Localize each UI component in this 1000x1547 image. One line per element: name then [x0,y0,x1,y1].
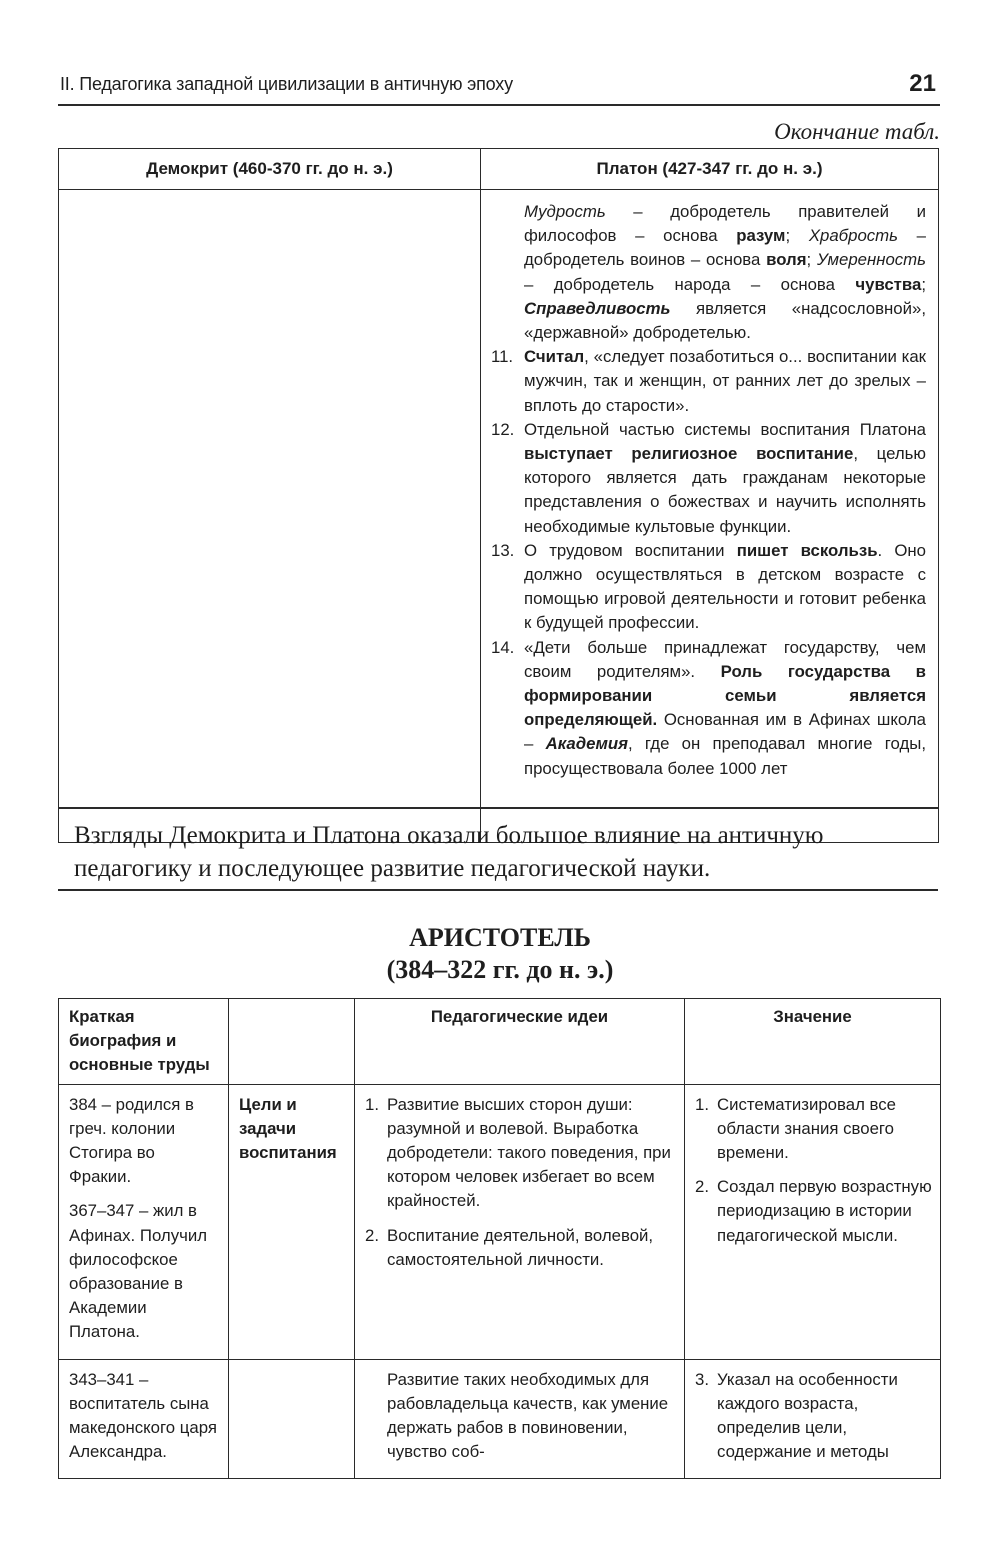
plato-cell [481,190,939,843]
column-header-blank [229,999,355,1085]
table-header-row [59,149,939,190]
list-item: 12. Отдельной частью системы воспитания Платона выступает религиозное воспитание, целью которого является дать гражданам некоторые представления о божествах и научить исполнять необходимые культовые функции. [491,419,926,536]
conclusion-text: Взгляды Демокрита и Платона оказали большое влияние на античную педагогику и последующее развитие педагогической науки. [74,822,824,882]
section-title: II. Педагогика западной цивилизации в античную эпоху [60,74,513,94]
plato-ideas-list [491,345,926,781]
column-header-bio: Краткая биография и основные труды [59,999,229,1085]
running-header [58,70,940,106]
list-item: 3. Указал на особенности каждого возраста, определив цели, содержание и методы [695,1369,898,1462]
list-item: 14. «Дети больше принадлежат государству, чем своим родителям». Роль государства в формировании семьи является определяющей. Основанная им в Афинах школа – Академия, где он преподавал многие годы, просуществовала более 1000 лет [491,637,927,778]
column-header-democritus: Демокрит (460-370 гг. до н. э.) [59,149,481,190]
column-header-ideas: Педагогические идеи [355,999,685,1085]
table-row [59,190,939,843]
bio-entry: 384 – родился в греч. колонии Стогира во Фракии. [69,1094,194,1187]
conclusion-box [58,807,938,891]
democritus-cell [59,190,481,843]
bio-entry: 367–347 – жил в Афинах. Получил философское образование в Академии Платона. [69,1201,207,1342]
ideas-cell [355,1359,685,1479]
column-header-meaning: Значение [685,999,941,1085]
list-item: 13. О трудовом воспитании пишет вскользь. Оно должно осуществляться в детском возрасте с помощью игровой деятельности и готовит ребенка к будущей профессии. [491,540,926,633]
page-number: 21 [909,70,936,97]
aristotle-years: (384–322 гг. до н. э.) [386,955,614,984]
idea-text: Развитие таких необходимых для рабовладельца качеств, как умение держать рабов в повиновении, чувство соб- [387,1369,669,1462]
table-header-row [59,999,941,1085]
meaning-cell [685,1084,941,1359]
ideas-cell [355,1084,685,1359]
bio-cell [59,1084,229,1359]
democritus-plato-table [58,148,939,843]
list-item: 11. Считал, «следует позаботиться о... воспитании как мужчин, так и женщин, от ранних лет до зрелых – вплоть до старости». [491,347,926,415]
aristotle-table [58,998,941,1479]
plato-virtues-paragraph: Мудрость – добродетель правителей и философов – основа разум; Храбрость – добродетель воинов – основа воля; Умеренность – добродетель народа – основа чувства; Справедливость является «надсословной», «державной» добродетелью. [524,202,926,343]
meaning-cell [685,1359,941,1479]
list-item: 1. Развитие высших сторон души: разумной и волевой. Выработка добродетели: такого поведения, при котором человек избегает во всем крайностей. [365,1094,671,1211]
aspect-label: Цели и задачи воспитания [229,1084,355,1359]
aristotle-heading [0,922,1000,986]
table-continuation-note: Окончание табл. [774,119,940,144]
bio-cell: 343–341 – воспитатель сына македонского царя Александра. [59,1359,229,1479]
list-item: 2. Создал первую возрастную периодизацию в истории педагогической мысли. [695,1177,932,1245]
table-row [59,1084,941,1359]
aspect-label [229,1359,355,1479]
list-item: 1. Систематизировал все области знания своего времени. [695,1094,896,1163]
column-header-plato: Платон (427-347 гг. до н. э.) [481,149,939,190]
list-item: 2. Воспитание деятельной, волевой, самостоятельной личности. [365,1225,654,1269]
table-row [59,1359,941,1479]
aristotle-name: АРИСТОТЕЛЬ [409,923,591,952]
